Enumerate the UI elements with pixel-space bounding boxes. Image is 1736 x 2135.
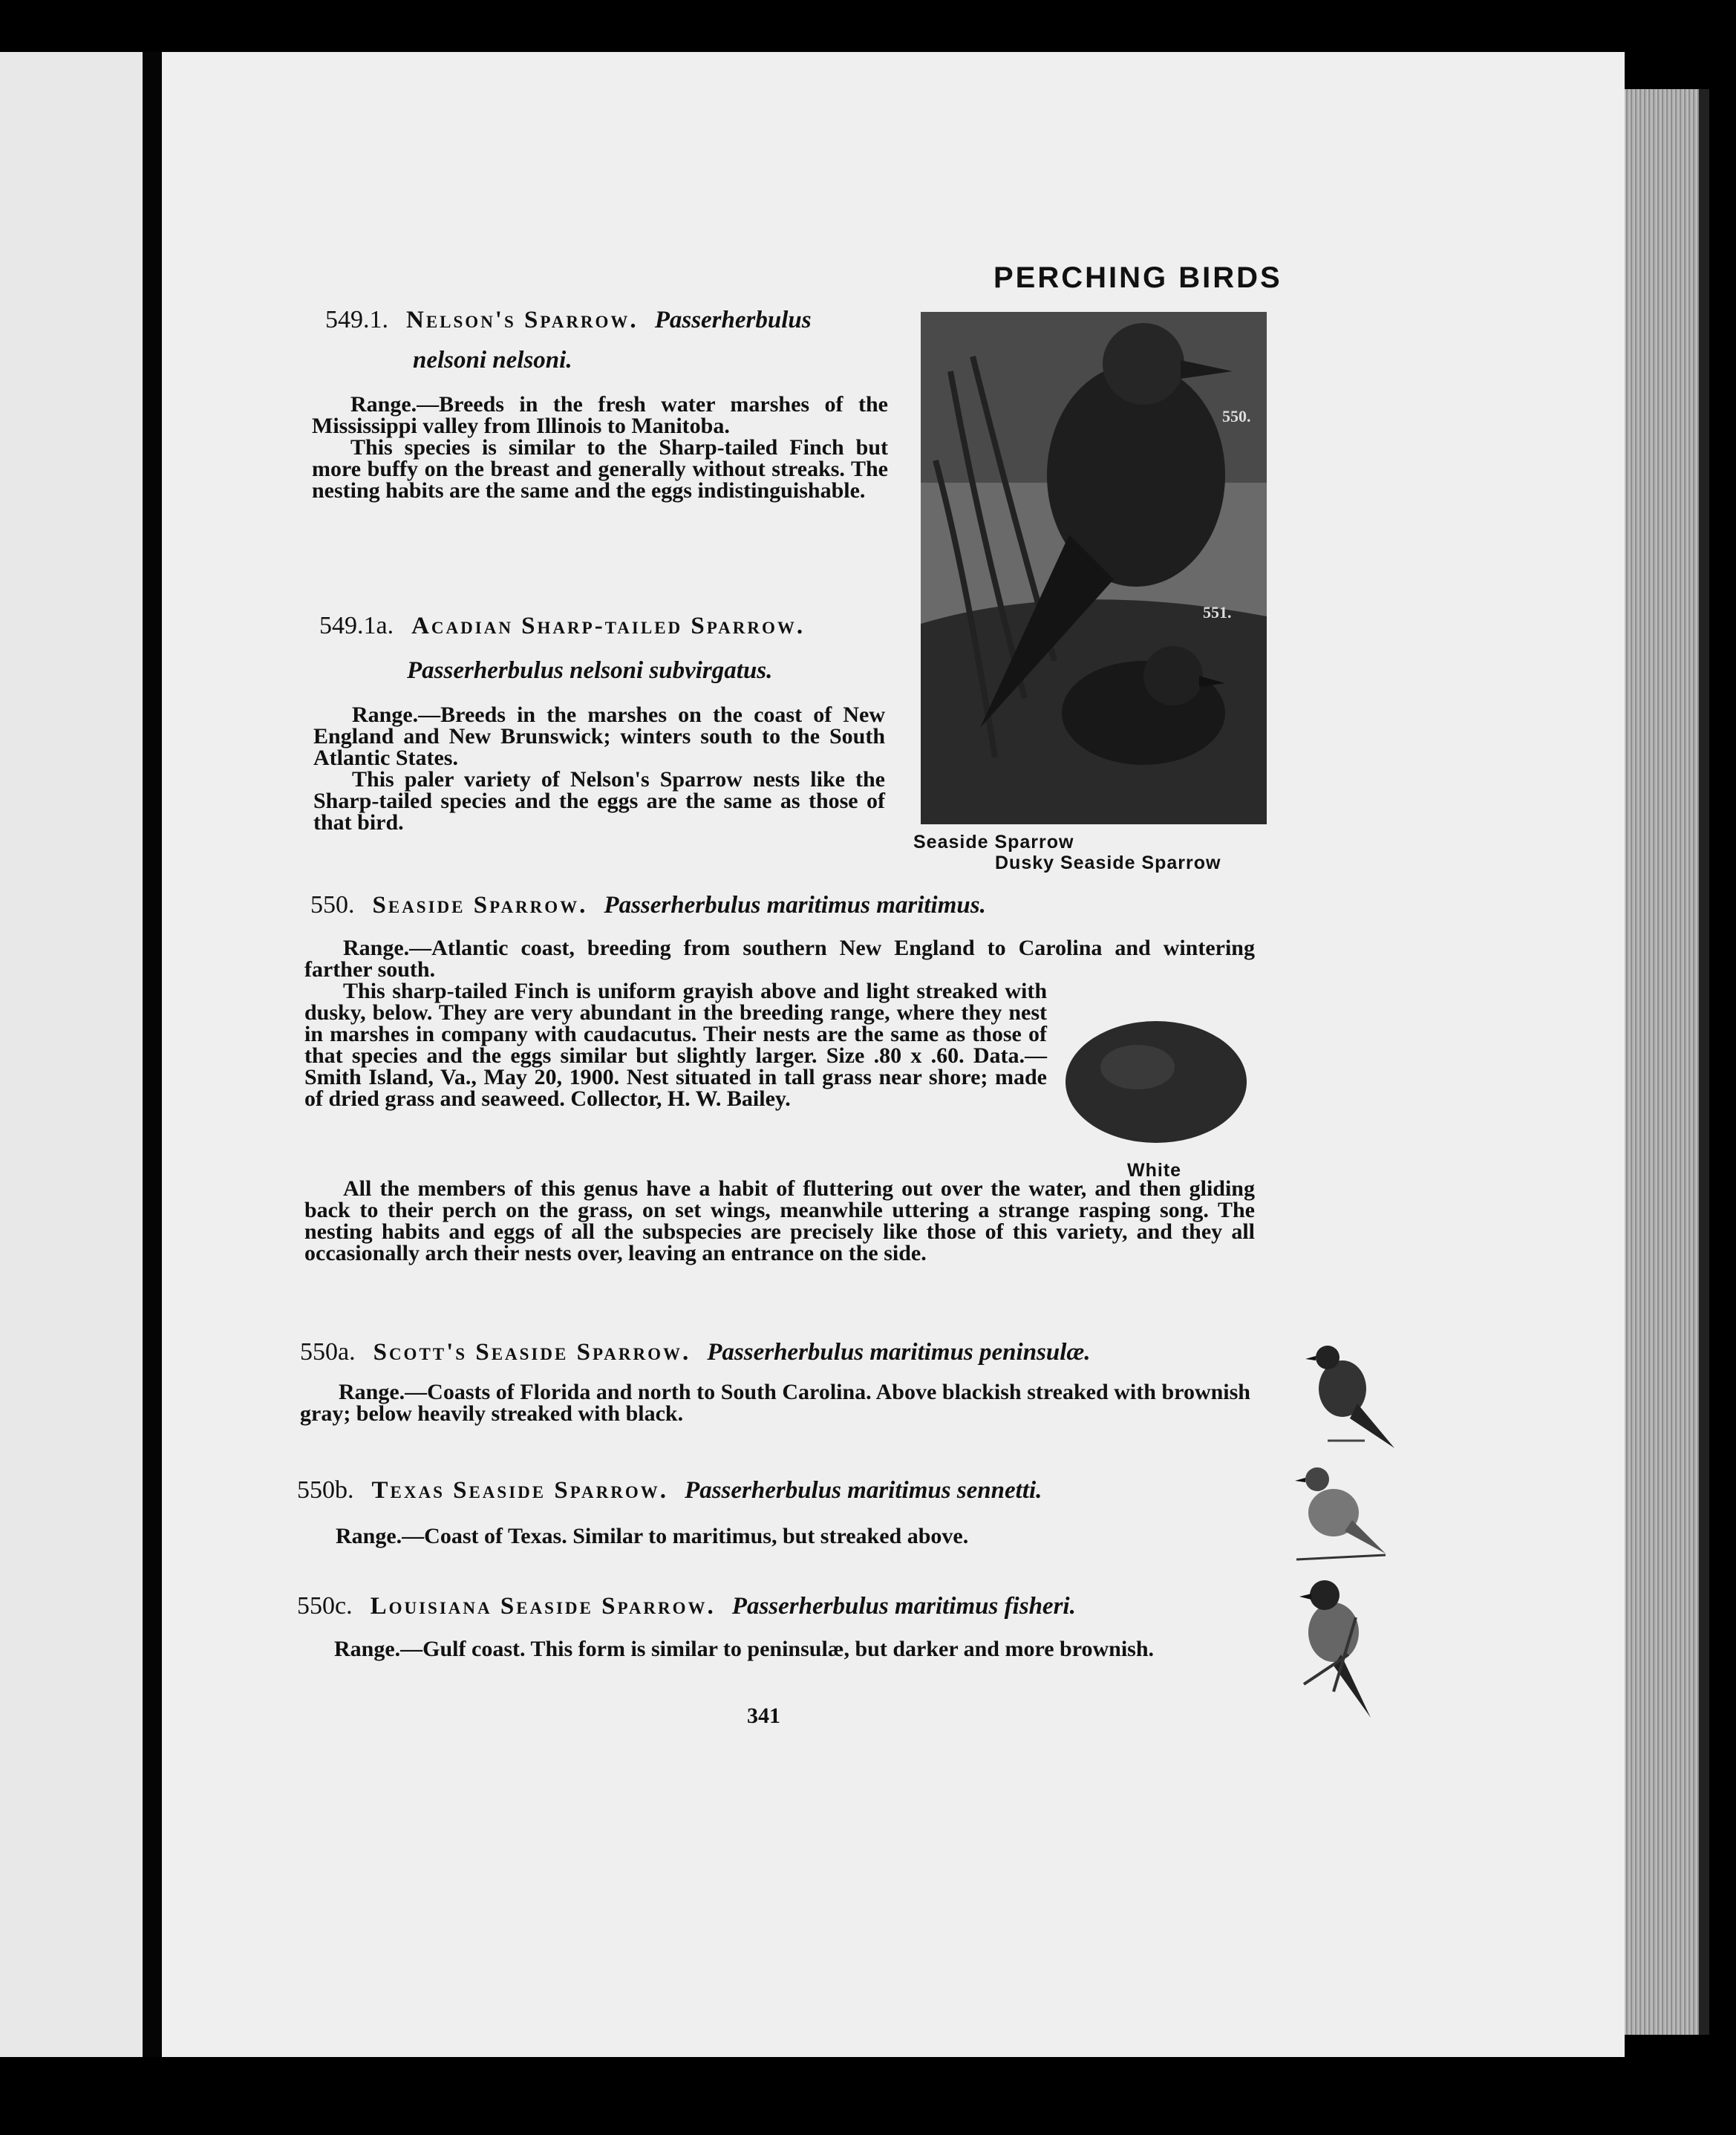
common-name: Texas Seaside Sparrow.	[371, 1477, 669, 1504]
genus-paragraph: All the members of this genus have a habit of fluttering out over the water, and then gliding back to their perch on the grass, on set wings, meanwhile uttering a strange rasping song. The nesting habits and eggs of all the subspecies are precisely like those of this variety, and they all occasionally arch their nests over, leaving an entrance on the side.	[304, 1176, 1255, 1265]
range-paragraph: Range.—Breeds in the fresh water marshes of the Mississippi valley from Illinois to Manitoba.	[312, 392, 888, 438]
entry-body-549-1	[312, 394, 888, 501]
entry-number: 550b.	[297, 1476, 354, 1504]
entry-number: 550.	[310, 891, 355, 919]
plate-caption-2: Dusky Seaside Sparrow	[995, 853, 1221, 873]
egg-illustration	[1063, 1019, 1249, 1149]
texas-seaside-sparrow-sketch	[1289, 1457, 1393, 1572]
scientific-name: Passerherbulus	[654, 307, 812, 333]
bird-icon	[1289, 1457, 1393, 1568]
page-stack-shadow	[1699, 89, 1709, 2035]
bird-icon	[1289, 1573, 1393, 1721]
entry-heading-549-1-line2	[413, 343, 572, 377]
entry-body-549-1a	[313, 704, 885, 833]
entry-heading-550a	[300, 1335, 1091, 1369]
bird-plate-illustration	[921, 312, 1267, 824]
description-paragraph: This species is similar to the Sharp-tailed Finch but more buffy on the breast and generally without streaks. The nesting habits are the same and the eggs indistinguishable.	[312, 435, 888, 503]
common-name: Scott's Seaside Sparrow.	[373, 1339, 691, 1366]
facing-page-edge	[0, 52, 149, 2057]
common-name: Nelson's Sparrow.	[406, 307, 639, 333]
entry-range-550	[304, 937, 1255, 980]
scientific-name-cont: nelsoni nelsoni.	[413, 347, 572, 374]
entry-number: 550c.	[297, 1592, 353, 1620]
louisiana-seaside-sparrow-sketch	[1289, 1573, 1393, 1725]
entry-heading-549-1	[325, 303, 812, 337]
entry-number: 549.1a.	[319, 612, 394, 639]
range-paragraph: Range.—Breeds in the marshes on the coast of New England and New Brunswick; winters south to the South Atlantic States.	[313, 703, 885, 770]
common-name: Louisiana Seaside Sparrow.	[370, 1593, 716, 1620]
scientific-name: Passerherbulus maritimus maritimus.	[604, 892, 986, 919]
bird-icon	[1298, 1337, 1402, 1456]
entry-number: 550a.	[300, 1338, 356, 1366]
plate-label-551: 551.	[1203, 603, 1232, 622]
range-paragraph: Range.—Coasts of Florida and north to South Carolina. Above blackish streaked with brownish gray; below heavily streaked with black.	[300, 1380, 1250, 1426]
common-name: Acadian Sharp-tailed Sparrow.	[411, 613, 806, 639]
description-paragraph: This paler variety of Nelson's Sparrow nests like the Sharp-tailed species and the eggs are the same as those of that bird.	[313, 767, 885, 835]
range-paragraph: Range.—Coast of Texas. Similar to maritimus, but streaked above.	[336, 1524, 969, 1548]
entry-body-550-genus	[304, 1178, 1255, 1264]
entry-number: 549.1.	[325, 306, 388, 333]
scientific-name: Passerherbulus nelsoni subvirgatus.	[407, 657, 773, 684]
entry-body-550	[304, 980, 1047, 1109]
plate-caption-1: Seaside Sparrow	[913, 832, 1074, 853]
common-name: Seaside Sparrow.	[372, 892, 588, 919]
page-stack-edge	[1625, 89, 1706, 2035]
scotts-seaside-sparrow-sketch	[1298, 1337, 1402, 1459]
scientific-name: Passerherbulus maritimus sennetti.	[685, 1477, 1042, 1504]
entry-body-550c	[296, 1638, 1246, 1660]
entry-heading-549-1a-line2	[407, 653, 772, 688]
egg-caption: White	[1127, 1160, 1182, 1181]
page-number: 341	[747, 1704, 780, 1728]
plate-label-550: 550.	[1222, 407, 1251, 426]
range-paragraph: Range.—Atlantic coast, breeding from southern New England to Carolina and wintering farther south.	[304, 936, 1255, 982]
entry-heading-550c	[297, 1589, 1076, 1623]
entry-heading-550b	[297, 1473, 1042, 1507]
scientific-name: Passerherbulus maritimus peninsulæ.	[707, 1339, 1091, 1366]
plate-image	[921, 312, 1267, 824]
range-paragraph: Range.—Gulf coast. This form is similar to peninsulæ, but darker and more brownish.	[334, 1637, 1155, 1661]
entry-body-550b	[297, 1525, 1225, 1547]
egg-icon	[1063, 1019, 1249, 1145]
entry-body-550a	[300, 1381, 1250, 1424]
description-paragraph: This sharp-tailed Finch is uniform grayish above and light streaked with dusky, below. They are very abundant in the breeding range, where they nest in marshes in company with caudacutus. Their nests are the same as those of that species and the eggs similar but slightly larger. Size .80 x .60. Data.—Smith Island, Va., May 20, 1900. Nest situated in tall grass near shore; made of dried grass and seaweed. Collector, H. W. Bailey.	[304, 979, 1047, 1111]
running-head: PERCHING BIRDS	[993, 261, 1282, 294]
gutter-shadow	[143, 52, 163, 2057]
scientific-name: Passerherbulus maritimus fisheri.	[731, 1593, 1076, 1620]
entry-heading-549-1a	[319, 609, 821, 643]
entry-heading-550	[310, 888, 986, 922]
